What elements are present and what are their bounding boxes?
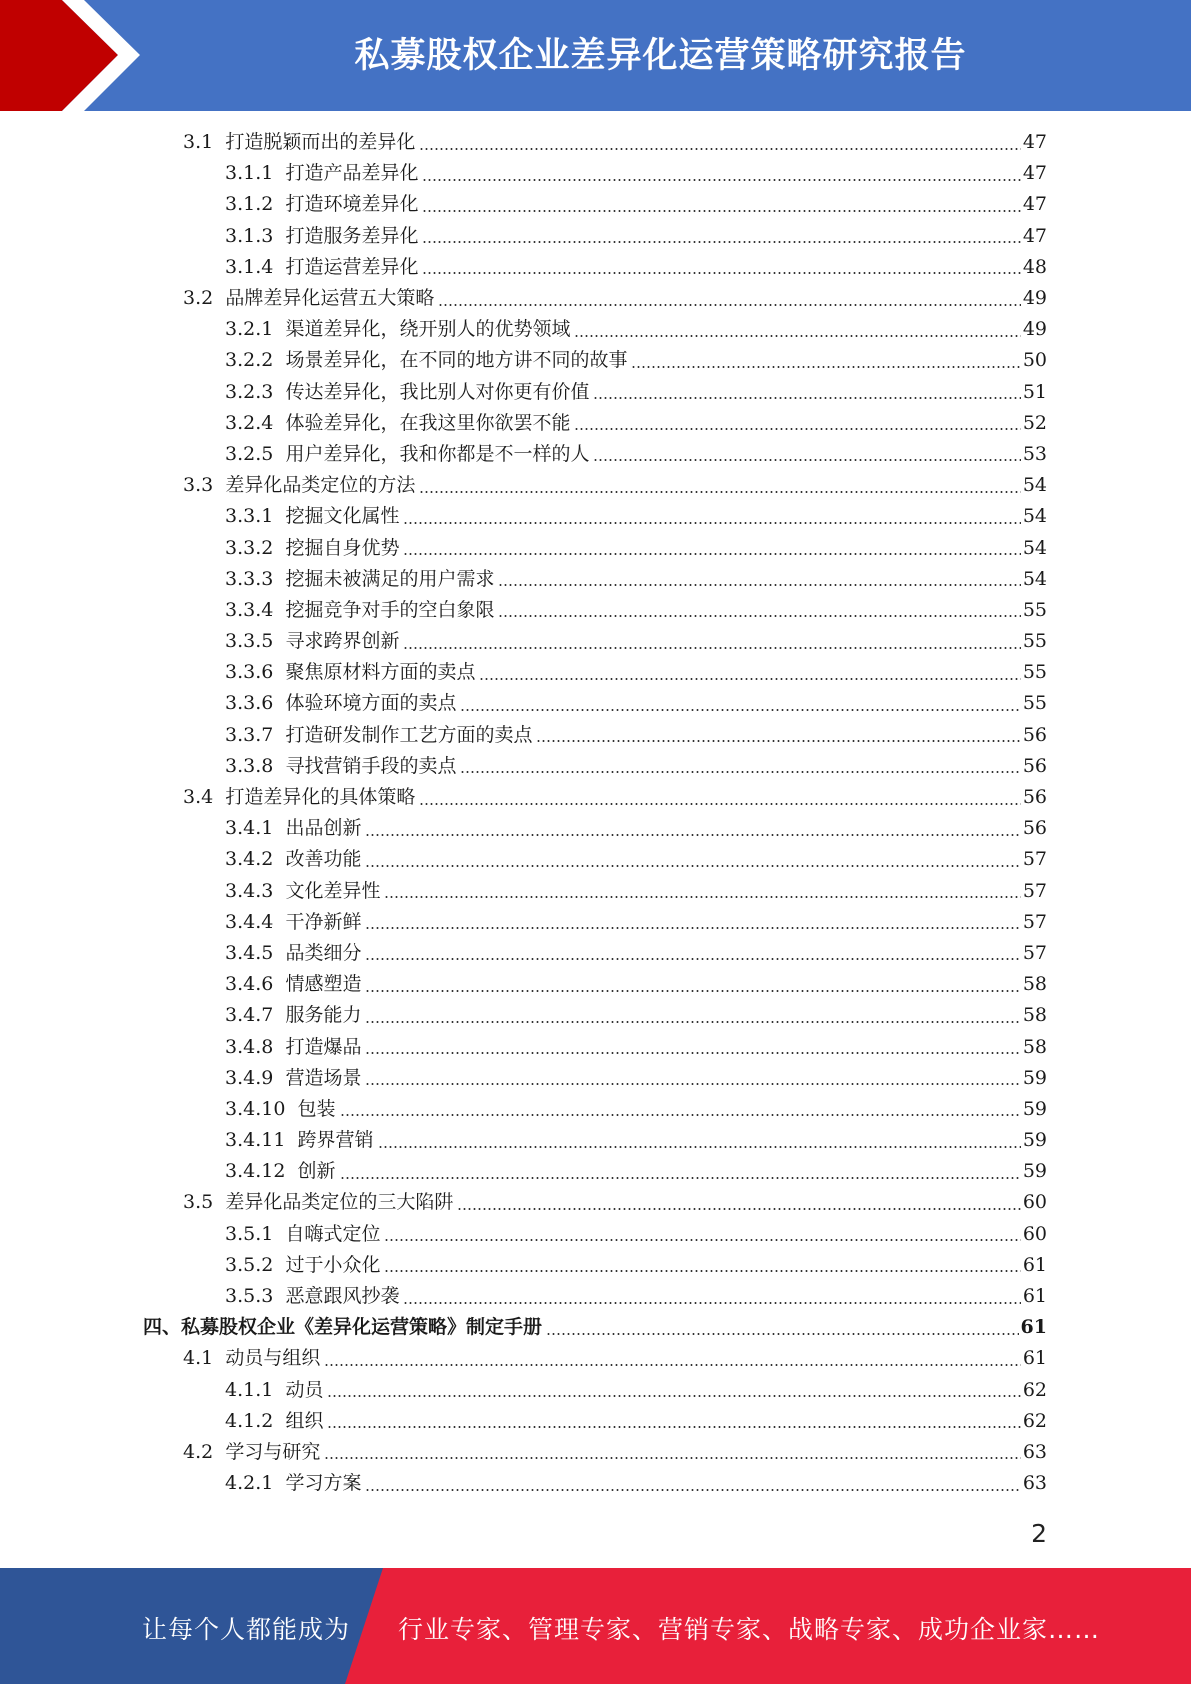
toc-entry-number: 4.2.1 bbox=[225, 1472, 274, 1495]
toc-entry-page: 49 bbox=[1022, 287, 1047, 310]
toc-entry-label bbox=[225, 813, 361, 844]
toc-entry[interactable] bbox=[0, 283, 1191, 314]
toc-dot-leader bbox=[365, 834, 1020, 836]
toc-entry-title: 文化差异性 bbox=[285, 879, 381, 902]
toc-entry-label bbox=[225, 751, 456, 782]
toc-entry-number: 3.1.4 bbox=[225, 255, 274, 278]
toc-dot-leader bbox=[365, 1021, 1020, 1023]
toc-entry-page: 59 bbox=[1022, 1160, 1047, 1183]
toc-entry[interactable] bbox=[0, 1000, 1191, 1031]
toc-entry-page: 61 bbox=[1020, 1316, 1047, 1339]
toc-entry-number: 3.5.3 bbox=[225, 1285, 274, 1308]
document-title: 私募股权企业差异化运营策略研究报告 bbox=[354, 36, 967, 76]
toc-entry-number: 3.3.8 bbox=[225, 754, 274, 777]
toc-dot-leader bbox=[340, 1114, 1021, 1116]
page-number: 2 bbox=[1031, 1519, 1047, 1548]
toc-entry-label bbox=[143, 1312, 542, 1343]
toc-entry[interactable] bbox=[0, 564, 1191, 595]
toc-entry-number: 3.1 bbox=[183, 131, 214, 154]
toc-entry-label bbox=[225, 1406, 323, 1437]
toc-entry-label bbox=[225, 626, 399, 657]
toc-entry-title: 打造爆品 bbox=[285, 1035, 362, 1058]
toc-entry-page: 47 bbox=[1022, 193, 1047, 216]
toc-entry-title: 品类细分 bbox=[285, 941, 362, 964]
toc-entry-page: 59 bbox=[1022, 1129, 1047, 1152]
toc-entry-number: 3.3.6 bbox=[225, 692, 274, 715]
toc-entry-page: 58 bbox=[1022, 973, 1047, 996]
toc-entry-number: 3.1.1 bbox=[225, 162, 274, 185]
toc-entry-number: 3.4.4 bbox=[225, 910, 274, 933]
toc-entry-number: 3.4.9 bbox=[225, 1066, 274, 1089]
toc-entry-page: 54 bbox=[1022, 474, 1047, 497]
toc-entry-title: 学习方案 bbox=[285, 1472, 362, 1495]
toc-entry-number: 3.4.6 bbox=[225, 973, 274, 996]
toc-entry-title: 过于小众化 bbox=[285, 1253, 381, 1276]
toc-entry-title: 寻找营销手段的卖点 bbox=[285, 754, 457, 777]
toc-entry-title: 打造研发制作工艺方面的卖点 bbox=[285, 723, 533, 746]
toc-entry[interactable] bbox=[0, 189, 1191, 220]
toc-entry-label bbox=[225, 1125, 374, 1156]
toc-entry-page: 49 bbox=[1022, 318, 1047, 341]
toc-dot-leader bbox=[498, 584, 1020, 586]
toc-entry[interactable] bbox=[0, 1343, 1191, 1374]
toc-dot-leader bbox=[593, 397, 1020, 399]
toc-entry-title: 打造服务差异化 bbox=[285, 224, 419, 247]
toc-entry[interactable] bbox=[0, 408, 1191, 439]
toc-entry[interactable] bbox=[0, 1437, 1191, 1468]
toc-entry[interactable] bbox=[0, 907, 1191, 938]
toc-entry-page: 57 bbox=[1022, 879, 1047, 902]
toc-entry-title: 自嗨式定位 bbox=[285, 1222, 381, 1245]
toc-entry-title: 动员与组织 bbox=[225, 1347, 321, 1370]
toc-entry-label bbox=[225, 720, 532, 751]
toc-entry-title: 品牌差异化运营五大策略 bbox=[225, 287, 435, 310]
toc-entry-number: 3.4.10 bbox=[225, 1097, 286, 1120]
toc-entry-number: 3.3.1 bbox=[225, 505, 274, 528]
toc-entry-title: 跨界营销 bbox=[297, 1129, 374, 1152]
toc-entry[interactable] bbox=[0, 657, 1191, 688]
toc-dot-leader bbox=[365, 1489, 1020, 1491]
toc-entry-page: 54 bbox=[1022, 536, 1047, 559]
toc-dot-leader bbox=[419, 148, 1020, 150]
toc-entry-number: 3.4.12 bbox=[225, 1160, 286, 1183]
toc-entry-number: 3.3.4 bbox=[225, 598, 274, 621]
toc-entry-label bbox=[225, 1063, 361, 1094]
toc-entry-title: 私募股权企业《差异化运营策略》制定手册 bbox=[181, 1316, 543, 1339]
toc-entry[interactable] bbox=[0, 221, 1191, 252]
toc-entry[interactable] bbox=[0, 595, 1191, 626]
toc-dot-leader bbox=[403, 1302, 1020, 1304]
toc-entry-title: 挖掘未被满足的用户需求 bbox=[285, 567, 495, 590]
toc-entry-number: 3.3.6 bbox=[225, 661, 274, 684]
toc-entry[interactable] bbox=[0, 1125, 1191, 1156]
toc-entry-page: 60 bbox=[1022, 1222, 1047, 1245]
footer-slogan-right: 行业专家、管理专家、营销专家、战略专家、成功企业家…… bbox=[398, 1615, 1101, 1644]
toc-entry-title: 干净新鲜 bbox=[285, 910, 362, 933]
toc-entry-page: 50 bbox=[1022, 349, 1047, 372]
toc-dot-leader bbox=[324, 1457, 1020, 1459]
toc-entry[interactable] bbox=[0, 1219, 1191, 1250]
toc-dot-leader bbox=[422, 210, 1020, 212]
page-footer bbox=[0, 1568, 1191, 1684]
table-of-contents bbox=[0, 127, 1191, 1499]
toc-entry-label bbox=[225, 501, 399, 532]
toc-entry-title: 打造差异化的具体策略 bbox=[225, 786, 416, 809]
toc-entry-page: 56 bbox=[1022, 817, 1047, 840]
toc-entry-number: 3.5 bbox=[183, 1191, 214, 1214]
toc-entry-label bbox=[225, 1250, 380, 1281]
toc-entry-title: 打造产品差异化 bbox=[285, 162, 419, 185]
toc-dot-leader bbox=[546, 1333, 1019, 1335]
toc-dot-leader bbox=[422, 179, 1020, 181]
toc-entry[interactable] bbox=[0, 969, 1191, 1000]
toc-entry-title: 服务能力 bbox=[285, 1004, 362, 1027]
toc-entry[interactable] bbox=[0, 1281, 1191, 1312]
toc-entry-label bbox=[225, 1375, 323, 1406]
toc-entry-page: 58 bbox=[1022, 1035, 1047, 1058]
toc-entry-page: 54 bbox=[1022, 505, 1047, 528]
toc-entry-number: 四、 bbox=[143, 1316, 182, 1339]
toc-entry-label bbox=[225, 1468, 361, 1499]
toc-dot-leader bbox=[365, 927, 1020, 929]
toc-entry-label bbox=[225, 439, 589, 470]
toc-entry-page: 59 bbox=[1022, 1097, 1047, 1120]
toc-entry-label bbox=[225, 876, 380, 907]
toc-entry-title: 出品创新 bbox=[285, 817, 362, 840]
toc-entry-title: 场景差异化，在不同的地方讲不同的故事 bbox=[285, 349, 628, 372]
toc-entry-page: 62 bbox=[1022, 1378, 1047, 1401]
toc-entry[interactable] bbox=[0, 1063, 1191, 1094]
toc-entry-page: 56 bbox=[1022, 723, 1047, 746]
toc-entry-label bbox=[225, 1032, 361, 1063]
toc-entry-page: 57 bbox=[1022, 848, 1047, 871]
toc-entry[interactable] bbox=[0, 1468, 1191, 1499]
toc-entry-page: 47 bbox=[1022, 131, 1047, 154]
toc-dot-leader bbox=[327, 1426, 1020, 1428]
toc-entry[interactable] bbox=[0, 439, 1191, 470]
toc-entry-label bbox=[183, 1187, 453, 1218]
toc-dot-leader bbox=[438, 304, 1020, 306]
toc-entry-title: 创新 bbox=[297, 1160, 336, 1183]
toc-dot-leader bbox=[365, 1052, 1020, 1054]
toc-entry-number: 4.2 bbox=[183, 1440, 214, 1463]
toc-entry[interactable] bbox=[0, 532, 1191, 563]
toc-entry[interactable] bbox=[0, 1250, 1191, 1281]
toc-entry-label bbox=[225, 595, 494, 626]
toc-entry-page: 55 bbox=[1022, 692, 1047, 715]
toc-entry[interactable] bbox=[0, 1187, 1191, 1218]
toc-entry-label bbox=[225, 938, 361, 969]
toc-entry-page: 63 bbox=[1022, 1472, 1047, 1495]
toc-entry[interactable] bbox=[0, 158, 1191, 189]
toc-entry-label bbox=[225, 345, 627, 376]
toc-dot-leader bbox=[365, 865, 1020, 867]
toc-entry[interactable] bbox=[0, 127, 1191, 158]
toc-entry-title: 打造运营差异化 bbox=[285, 255, 419, 278]
toc-entry-title: 挖掘文化属性 bbox=[285, 505, 400, 528]
toc-entry-label bbox=[225, 252, 418, 283]
toc-dot-leader bbox=[403, 522, 1020, 524]
toc-entry-label bbox=[225, 189, 418, 220]
toc-entry-page: 55 bbox=[1022, 630, 1047, 653]
toc-dot-leader bbox=[384, 896, 1020, 898]
toc-entry-label bbox=[225, 408, 570, 439]
toc-entry-label bbox=[183, 283, 434, 314]
toc-entry-title: 营造场景 bbox=[285, 1066, 362, 1089]
toc-entry-page: 48 bbox=[1022, 255, 1047, 278]
toc-entry-page: 61 bbox=[1022, 1253, 1047, 1276]
toc-entry-label bbox=[183, 1437, 320, 1468]
toc-dot-leader bbox=[324, 1364, 1020, 1366]
toc-entry-page: 51 bbox=[1022, 380, 1047, 403]
toc-entry-page: 55 bbox=[1022, 598, 1047, 621]
toc-dot-leader bbox=[460, 771, 1020, 773]
toc-entry-label bbox=[225, 314, 570, 345]
toc-entry-number: 4.1 bbox=[183, 1347, 214, 1370]
toc-entry[interactable] bbox=[0, 314, 1191, 345]
toc-entry-page: 59 bbox=[1022, 1066, 1047, 1089]
toc-entry-label bbox=[225, 969, 361, 1000]
toc-entry-page: 56 bbox=[1022, 786, 1047, 809]
toc-dot-leader bbox=[419, 803, 1020, 805]
toc-dot-leader bbox=[422, 241, 1020, 243]
toc-entry-number: 4.1.1 bbox=[225, 1378, 274, 1401]
toc-entry-number: 3.3 bbox=[183, 474, 214, 497]
toc-entry-label bbox=[225, 1281, 399, 1312]
toc-dot-leader bbox=[419, 491, 1020, 493]
toc-entry-number: 3.2.4 bbox=[225, 411, 274, 434]
toc-entry-label bbox=[225, 1000, 361, 1031]
toc-entry-title: 体验差异化，在我这里你欲罢不能 bbox=[285, 411, 571, 434]
toc-entry-number: 3.2.2 bbox=[225, 349, 274, 372]
toc-dot-leader bbox=[403, 553, 1020, 555]
toc-entry[interactable] bbox=[0, 1094, 1191, 1125]
toc-entry-number: 3.4.8 bbox=[225, 1035, 274, 1058]
toc-entry-label bbox=[183, 127, 415, 158]
toc-entry-number: 3.4.3 bbox=[225, 879, 274, 902]
toc-entry[interactable] bbox=[0, 626, 1191, 657]
toc-entry[interactable] bbox=[0, 470, 1191, 501]
toc-dot-leader bbox=[327, 1395, 1020, 1397]
toc-entry[interactable] bbox=[0, 813, 1191, 844]
toc-entry-title: 动员 bbox=[285, 1378, 324, 1401]
toc-entry-number: 3.4.11 bbox=[225, 1129, 286, 1152]
toc-entry-label bbox=[183, 782, 415, 813]
toc-entry[interactable] bbox=[0, 252, 1191, 283]
toc-entry-page: 57 bbox=[1022, 941, 1047, 964]
toc-entry-page: 61 bbox=[1022, 1285, 1047, 1308]
toc-entry[interactable] bbox=[0, 377, 1191, 408]
toc-entry-title: 体验环境方面的卖点 bbox=[285, 692, 457, 715]
toc-dot-leader bbox=[574, 428, 1020, 430]
toc-entry-title: 组织 bbox=[285, 1409, 324, 1432]
toc-dot-leader bbox=[384, 1270, 1020, 1272]
toc-entry-label bbox=[225, 844, 361, 875]
toc-dot-leader bbox=[365, 1083, 1020, 1085]
toc-dot-leader bbox=[422, 272, 1020, 274]
page-header bbox=[0, 0, 1191, 111]
toc-entry-number: 3.3.7 bbox=[225, 723, 274, 746]
toc-entry[interactable] bbox=[0, 938, 1191, 969]
toc-entry-number: 3.4.2 bbox=[225, 848, 274, 871]
toc-entry-number: 3.2.1 bbox=[225, 318, 274, 341]
toc-entry-page: 57 bbox=[1022, 910, 1047, 933]
toc-entry-number: 3.1.2 bbox=[225, 193, 274, 216]
toc-entry-title: 差异化品类定位的三大陷阱 bbox=[225, 1191, 454, 1214]
toc-entry-title: 渠道差异化，绕开别人的优势领域 bbox=[285, 318, 571, 341]
toc-dot-leader bbox=[403, 647, 1020, 649]
toc-entry-number: 3.2 bbox=[183, 287, 214, 310]
toc-entry-number: 3.3.3 bbox=[225, 567, 274, 590]
toc-entry-page: 56 bbox=[1022, 754, 1047, 777]
toc-entry-label bbox=[225, 221, 418, 252]
toc-dot-leader bbox=[384, 1239, 1020, 1241]
toc-dot-leader bbox=[479, 678, 1020, 680]
toc-entry-number: 3.4.5 bbox=[225, 941, 274, 964]
toc-dot-leader bbox=[460, 709, 1020, 711]
toc-entry-label bbox=[183, 1343, 320, 1374]
toc-entry-label bbox=[225, 1094, 336, 1125]
toc-entry-page: 63 bbox=[1022, 1440, 1047, 1463]
toc-entry-number: 3.4.7 bbox=[225, 1004, 274, 1027]
toc-entry-page: 61 bbox=[1022, 1347, 1047, 1370]
toc-entry-label bbox=[225, 564, 494, 595]
toc-entry-page: 58 bbox=[1022, 1004, 1047, 1027]
footer-slogan-left: 让每个人都能成为 bbox=[142, 1615, 351, 1644]
toc-dot-leader bbox=[365, 990, 1020, 992]
toc-entry-number: 3.4.1 bbox=[225, 817, 274, 840]
toc-entry-page: 52 bbox=[1022, 411, 1047, 434]
toc-entry-title: 用户差异化，我和你都是不一样的人 bbox=[285, 442, 590, 465]
toc-dot-leader bbox=[365, 958, 1020, 960]
toc-entry-number: 3.3.2 bbox=[225, 536, 274, 559]
toc-entry-label bbox=[183, 470, 415, 501]
toc-dot-leader bbox=[574, 335, 1020, 337]
toc-entry[interactable] bbox=[0, 876, 1191, 907]
toc-entry[interactable] bbox=[0, 345, 1191, 376]
toc-entry[interactable] bbox=[0, 1156, 1191, 1187]
toc-entry[interactable] bbox=[0, 1031, 1191, 1062]
toc-entry-label bbox=[225, 1219, 380, 1250]
toc-entry-title: 打造脱颖而出的差异化 bbox=[225, 131, 416, 154]
toc-entry-number: 3.2.3 bbox=[225, 380, 274, 403]
toc-entry-page: 60 bbox=[1022, 1191, 1047, 1214]
toc-entry[interactable] bbox=[0, 751, 1191, 782]
toc-entry-number: 3.3.5 bbox=[225, 630, 274, 653]
toc-entry-number: 3.1.3 bbox=[225, 224, 274, 247]
toc-entry-title: 聚焦原材料方面的卖点 bbox=[285, 661, 476, 684]
toc-entry-label bbox=[225, 907, 361, 938]
toc-entry-title: 包装 bbox=[297, 1097, 336, 1120]
toc-entry-label bbox=[225, 158, 418, 189]
toc-entry-title: 改善功能 bbox=[285, 848, 362, 871]
toc-entry-page: 47 bbox=[1022, 162, 1047, 185]
toc-entry-title: 打造环境差异化 bbox=[285, 193, 419, 216]
toc-entry-title: 挖掘自身优势 bbox=[285, 536, 400, 559]
toc-entry-label bbox=[225, 657, 475, 688]
toc-dot-leader bbox=[631, 366, 1020, 368]
toc-entry-title: 情感塑造 bbox=[285, 973, 362, 996]
toc-entry-label bbox=[225, 533, 399, 564]
toc-entry-label bbox=[225, 1156, 336, 1187]
toc-entry-title: 挖掘竞争对手的空白象限 bbox=[285, 598, 495, 621]
toc-entry-label bbox=[225, 688, 456, 719]
toc-entry-title: 传达差异化，我比别人对你更有价值 bbox=[285, 380, 590, 403]
toc-entry-title: 差异化品类定位的方法 bbox=[225, 474, 416, 497]
toc-entry[interactable] bbox=[0, 782, 1191, 813]
toc-entry-title: 恶意跟风抄袭 bbox=[285, 1285, 400, 1308]
toc-dot-leader bbox=[593, 459, 1020, 461]
toc-entry-number: 3.5.1 bbox=[225, 1222, 274, 1245]
toc-entry-page: 55 bbox=[1022, 661, 1047, 684]
toc-entry[interactable] bbox=[0, 844, 1191, 875]
toc-entry[interactable] bbox=[0, 501, 1191, 532]
toc-dot-leader bbox=[536, 740, 1020, 742]
toc-entry[interactable] bbox=[0, 1375, 1191, 1406]
toc-entry-page: 62 bbox=[1022, 1409, 1047, 1432]
toc-entry-title: 寻求跨界创新 bbox=[285, 630, 400, 653]
toc-dot-leader bbox=[498, 615, 1020, 617]
toc-dot-leader bbox=[340, 1177, 1021, 1179]
toc-entry-number: 4.1.2 bbox=[225, 1409, 274, 1432]
toc-entry-number: 3.5.2 bbox=[225, 1253, 274, 1276]
toc-entry-page: 53 bbox=[1022, 442, 1047, 465]
toc-entry[interactable] bbox=[0, 1312, 1191, 1343]
toc-dot-leader bbox=[457, 1208, 1020, 1210]
toc-entry[interactable] bbox=[0, 720, 1191, 751]
toc-entry[interactable] bbox=[0, 1406, 1191, 1437]
toc-entry-page: 47 bbox=[1022, 224, 1047, 247]
toc-entry-page: 54 bbox=[1022, 567, 1047, 590]
toc-entry-title: 学习与研究 bbox=[225, 1440, 321, 1463]
toc-entry-number: 3.2.5 bbox=[225, 442, 274, 465]
toc-entry-label bbox=[225, 377, 589, 408]
toc-entry[interactable] bbox=[0, 688, 1191, 719]
toc-entry-number: 3.4 bbox=[183, 786, 214, 809]
toc-dot-leader bbox=[378, 1146, 1021, 1148]
